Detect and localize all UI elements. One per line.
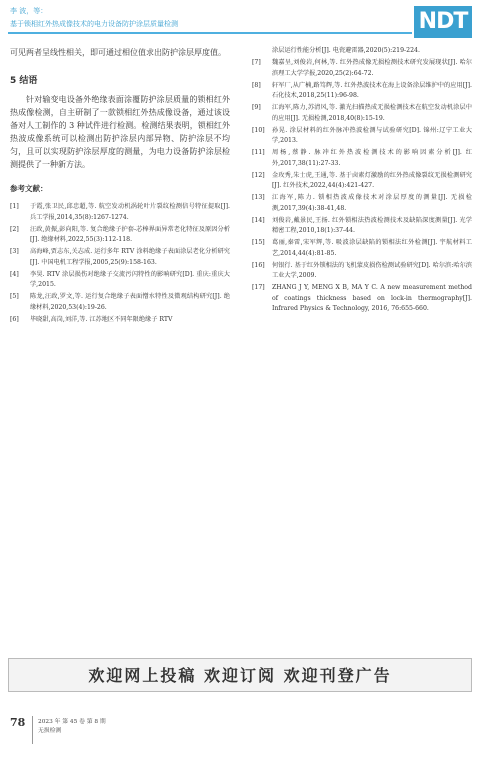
reference-list-right (252, 46, 472, 315)
reference-text: 毕晓甜,高岗,刘洋,等. 江苏地区不同年限绝缘子 RTV (30, 315, 173, 323)
reference-item (10, 247, 230, 268)
banner-text: 欢迎网上投稿 欢迎订阅 欢迎刊登广告 (88, 666, 392, 685)
footer-info (38, 718, 106, 736)
reference-text: 何银行. 基于红外锁相法的飞机蒙皮损伤检测试验研究[D]. 哈尔滨:哈尔滨工业大学,2009. (272, 261, 472, 279)
reference-number: [13] (252, 194, 265, 201)
reference-text: 轩军厂,从广楠,路笃辉,等. 红外热波技术在海上设备涂层维护中的应用[J]. 石化技术,2018,25(11):96-98. (272, 81, 472, 99)
reference-number: [5] (10, 293, 19, 300)
page-header (0, 0, 480, 44)
reference-item (252, 103, 472, 124)
promo-banner (8, 658, 472, 692)
reference-number (252, 46, 272, 57)
reference-number: [16] (252, 261, 265, 269)
reference-text: 周杨,蔡静. 脉冲红外热波检测技术的影响因素分析[J]. 红外,2017,38(11):27-33. (272, 149, 472, 167)
reference-item (252, 216, 472, 237)
reference-text: 涂层运行性能分析[J]. 电瓷避雷器,2020(5):219-224. (272, 47, 420, 54)
reference-item (252, 148, 472, 169)
reference-item (252, 283, 472, 315)
reference-item (252, 238, 472, 259)
footer-journal: 无损检测 (38, 728, 62, 734)
reference-text: 魏嘉呈,刘俊岩,何林,等. 红外热成像无损检测技术研究发展现状[J]. 哈尔滨理工大学学报,2020,25(2):64-72. (272, 59, 472, 77)
reference-number: [6] (10, 315, 19, 323)
reference-text: 金玫秀,朱士虎,王通,等. 基于卤素灯激励的红外热成像裂纹无损检测研究[J]. 红外技术,2022,44(4):421-427. (272, 171, 472, 189)
reference-text: 江海军,陈力. 锁相热波成像技术对涂层厚度的测量[J]. 无损检测,2017,39(4):38-41,48. (272, 194, 472, 212)
footer-divider (32, 716, 33, 744)
reference-number: [1] (10, 203, 19, 210)
right-column (252, 46, 472, 316)
reference-text: 汪政,黄振,彭向阳,等. 复合绝缘子护套-芯棒界面异常老化特征及原因分析[J]. 绝缘材料,2022,55(3):112-118. (30, 225, 230, 243)
reference-item (10, 202, 230, 223)
reference-text: 高海峰,贾志东,关志成. 运行多年 RTV 涂料绝缘子表面涂层老化分析研究[J]. 中国电机工程学报,2005,25(9):158-163. (30, 248, 230, 266)
reference-text: 葛丽,秦雷,宋军辉,等. 吸波涂层缺陷的锁相法红外检测[J]. 宇航材料工艺,2014,44(4):81-85. (272, 239, 472, 257)
reference-text: 孙晃. 涂层材料的红外脉冲热波检测与试验研究[D]. 锦州:辽宁工业大学,2013. (272, 126, 472, 144)
reference-text: 李昊. RTV 涂层损伤对绝缘子交流污闪特性的影响研究[D]. 重庆:重庆大学,2015. (30, 270, 230, 288)
reference-item (10, 225, 230, 246)
intro-paragraph: 可见两者呈线性相关，即可通过相位值求出防护涂层厚度值。 (10, 48, 226, 57)
journal-logo: NDT (414, 6, 472, 38)
header-rule (8, 32, 412, 34)
reference-item (252, 46, 472, 57)
reference-item (252, 81, 472, 102)
reference-text: 江海军,陈力,苏清风,等. 激光扫描热成无损检测技术在航空发动机涂层中的应用[J]. 无损检测,2018,40(8):15-19. (272, 104, 472, 122)
reference-number: [17] (252, 284, 265, 291)
page-number: 78 (10, 716, 26, 729)
reference-number: [14] (252, 216, 265, 224)
header-title: 基于锁相红外热成像技术的电力设备防护涂层质量检测 (10, 20, 178, 28)
reference-number: [9] (252, 104, 261, 111)
reference-text: 刘俊岩,戴景民,王扬. 红外锁相法热波检测技术及缺陷深度测量[J]. 光学 精密工程,2010,18(1):37-44. (272, 216, 472, 234)
reference-text: 于霞,张卫民,邱忠超,等. 航空发动机涡轮叶片裂纹检测信号特征提取[J]. 兵工学报,2014,35(8):1267-1274. (30, 203, 230, 221)
reference-number: [3] (10, 248, 19, 255)
reference-item (252, 193, 472, 214)
footer-issue: 2023 年 第 45 卷 第 8 期 (38, 719, 106, 725)
conclusion-heading: 5 结语 (10, 76, 38, 86)
reference-number: [7] (252, 59, 261, 66)
reference-number: [4] (10, 270, 19, 278)
references-heading: 参考文献： (10, 184, 48, 193)
reference-number: [12] (252, 171, 265, 179)
reference-item (10, 270, 230, 291)
reference-number: [8] (252, 81, 261, 89)
reference-number: [2] (10, 225, 19, 233)
reference-item (252, 58, 472, 79)
reference-number: [11] (252, 149, 265, 156)
reference-item (252, 261, 472, 282)
header-authors: 李 波，等： (10, 7, 48, 15)
left-column (10, 46, 230, 327)
reference-item (10, 292, 230, 313)
reference-text: ZHANG J Y, MENG X B, MA Y C. A new measurement method of coatings thickness based on lock-in thermography[J]. Infrared Physics & Technology, 2016, 76:655-660. (272, 284, 472, 312)
reference-list-left (10, 202, 230, 325)
reference-number: [10] (252, 126, 265, 134)
reference-item (10, 315, 230, 326)
reference-item (252, 126, 472, 147)
reference-item (252, 171, 472, 192)
reference-text: 陈龙,汪政,罗文,等. 运行复合绝缘子表面憎水特性及微观结构研究[J]. 绝缘材料,2020,53(4):19-26. (30, 293, 230, 311)
reference-number: [15] (252, 239, 265, 246)
conclusion-paragraph: 针对输变电设备外绝缘表面涂覆防护涂层质量的锁相红外热成像检测，自主研制了一款锁相红外热成像设备，通过该设备对人工制作的 3 种试件进行检测。检测结果表明，锁相红外热波成像系统可以检测出防护涂层内部异物、防护涂层不均匀，且可以实现防护涂层厚度的测量，为电力设备防护涂层检测提供了一种新方法。 (10, 95, 230, 169)
